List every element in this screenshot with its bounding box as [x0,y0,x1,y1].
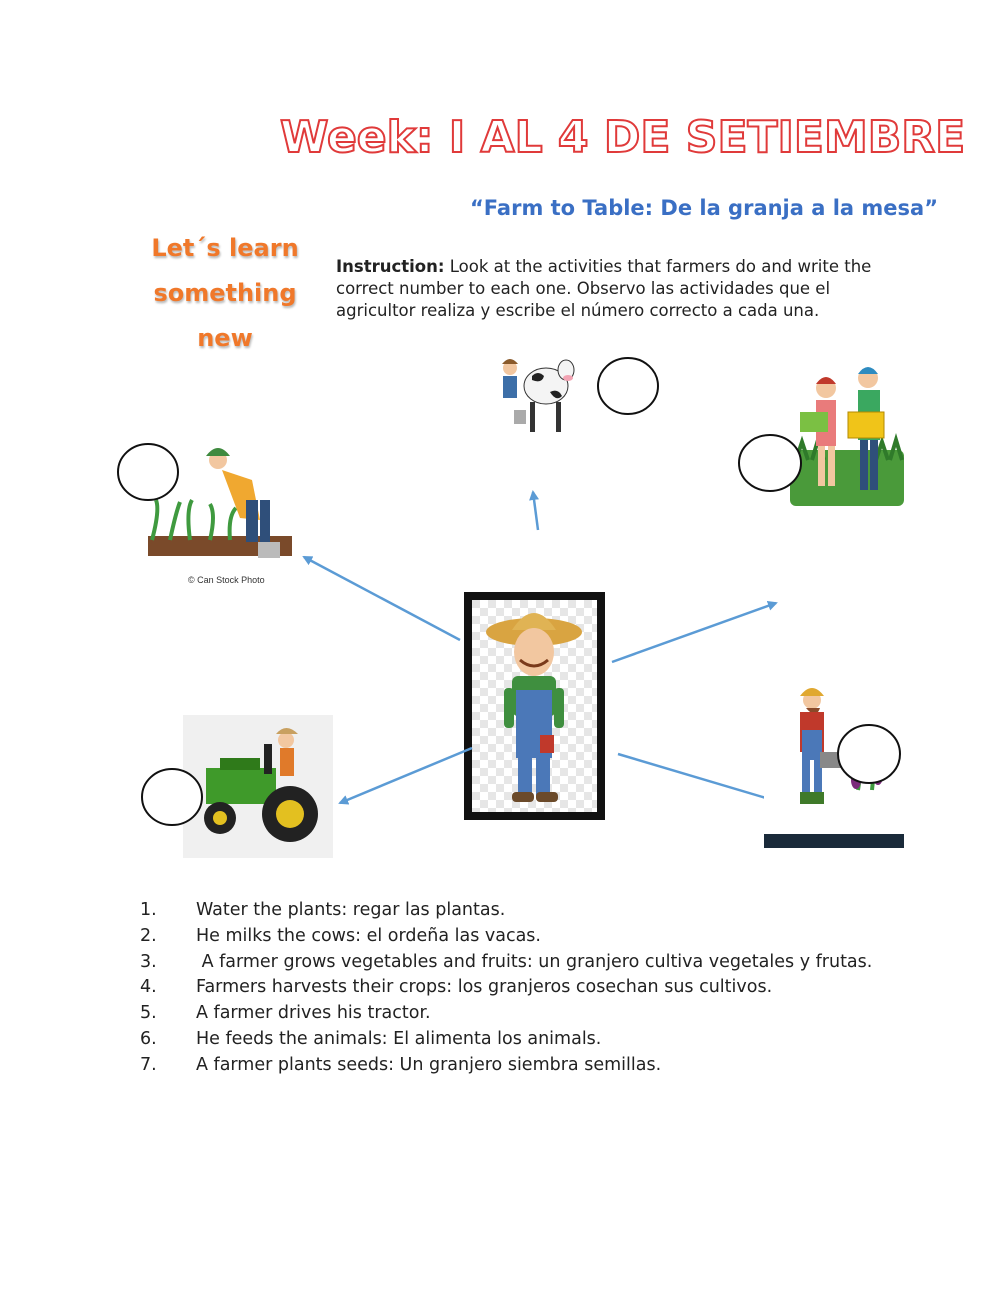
list-item: 6. He feeds the animals: El alimenta los animals. [140,1028,602,1049]
cow-milking-icon [494,350,578,442]
tractor-icon [183,715,333,858]
activity-list [140,898,880,1079]
arrow-to-tractor [340,748,472,803]
farmer-center-icon [464,592,605,820]
harvest-couple-icon [790,362,904,506]
learn-line-3: new [197,324,253,352]
learn-line-2: something [153,279,297,307]
answer-circle-harvest[interactable] [739,435,801,491]
answer-circle-tractor[interactable] [142,769,202,825]
arrow-to-milking [533,492,538,530]
page-title: Week: I AL 4 DE SETIEMBRE [280,112,966,163]
answer-circle-milking[interactable] [598,358,658,414]
instruction-body: Look at the activities that farmers do and write the correct number to each one. Observo las actividades que el agricultor realiza y escribe el número correcto a cada una. [336,257,872,320]
list-item: 5. A farmer drives his tractor. [140,1003,431,1024]
list-item: 4. Farmers harvests their crops: los granjeros cosechan sus cultivos. [140,977,773,998]
arrow-to-planting [304,557,460,640]
answer-circle-watering[interactable] [838,725,900,783]
learn-line-1: Let´s learn [151,234,299,262]
list-item: 1. Water the plants: regar las plantas. [140,900,506,920]
arrow-to-watering [618,754,776,801]
list-item: 7. A farmer plants seeds: Un granjero siembra semillas. [140,1054,662,1075]
arrow-to-harvest [612,603,776,662]
instruction-label: Instruction: [336,257,445,276]
answer-circle-planting[interactable] [118,444,178,500]
page-subtitle: “Farm to Table: De la granja a la mesa” [470,196,938,220]
list-item: 2. He milks the cows: el ordeña las vacas. [140,925,541,946]
list-item: 3. A farmer grows vegetables and fruits: un granjero cultiva vegetales y frutas. [140,951,873,972]
canstock-caption: © Can Stock Photo [188,575,265,585]
